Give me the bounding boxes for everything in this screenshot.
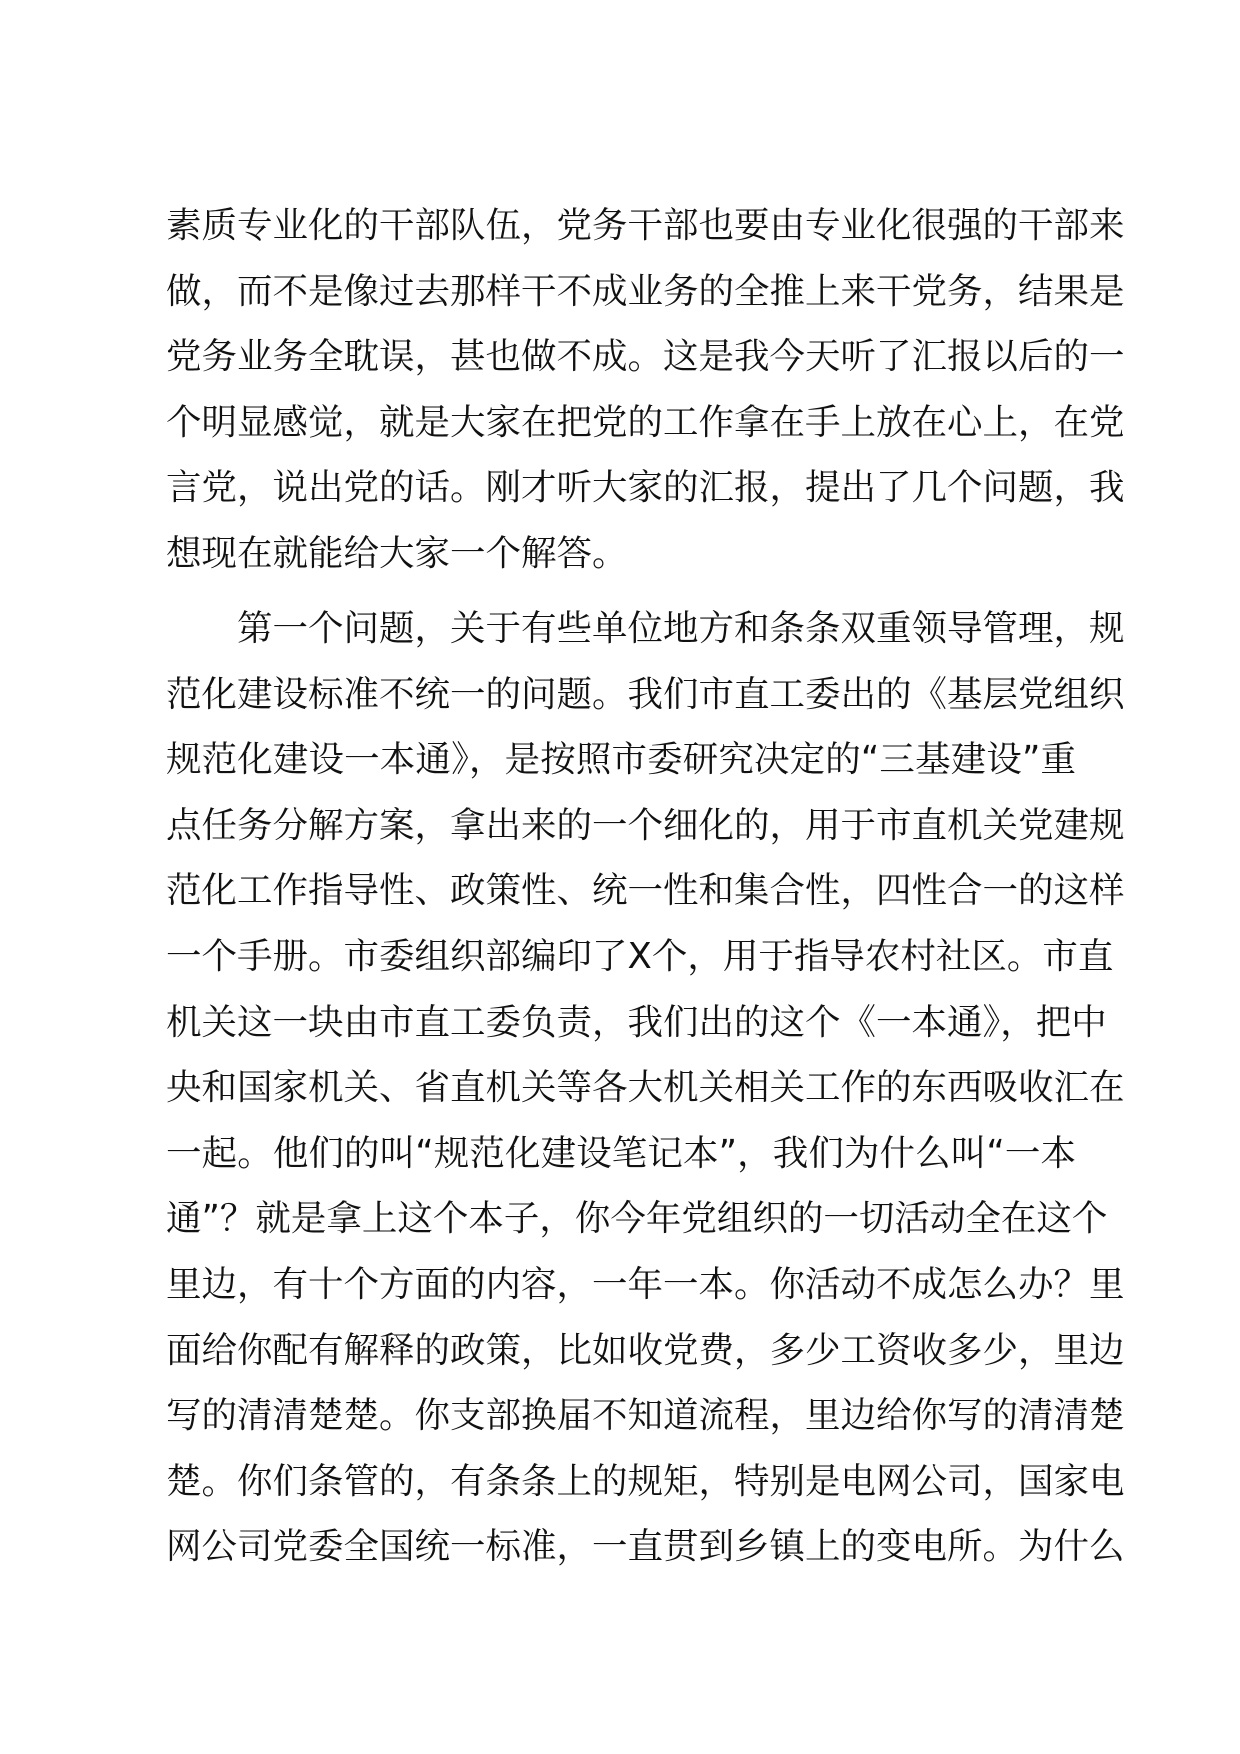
text-line: 做，而不是像过去那样干不成业务的全推上来干党务，结果是 — [166, 270, 1125, 312]
text-line: 通”？就是拿上这个本子，你今年党组织的一切活动全在这个 — [166, 1198, 1108, 1240]
text-line: 党务业务全耽误，甚也做不成。这是我今天听了汇报以后的一 — [166, 336, 1125, 378]
text-line: 网公司党委全国统一标准，一直贯到乡镇上的变电所。为什么 — [166, 1526, 1125, 1568]
text-line: 楚。你们条管的，有条条上的规矩，特别是电网公司，国家电 — [166, 1460, 1125, 1502]
text-line: 范化建设标准不统一的问题。我们市直工委出的《基层党组织 — [166, 673, 1125, 715]
text-line: 一起。他们的叫“规范化建设笔记本”，我们为什么叫“一本 — [166, 1132, 1076, 1174]
text-line: 规范化建设一本通》，是按照市委研究决定的“三基建设”重 — [166, 739, 1076, 781]
text-line: 里边，有十个方面的内容，一年一本。你活动不成怎么办？里 — [166, 1263, 1125, 1305]
text-line: 央和国家机关、省直机关等各大机关相关工作的东西吸收汇在 — [166, 1067, 1125, 1109]
text-line: 机关这一块由市直工委负责，我们出的这个《一本通》，把中 — [166, 1001, 1107, 1043]
text-line: 言党，说出党的话。刚才听大家的汇报，提出了几个问题，我 — [166, 467, 1125, 509]
text-line: 点任务分解方案，拿出来的一个细化的，用于市直机关党建规 — [166, 804, 1125, 846]
text-line: 第一个问题，关于有些单位地方和条条双重领导管理，规 — [237, 608, 1125, 649]
text-line: 范化工作指导性、政策性、统一性和集合性，四性合一的这样 — [166, 870, 1125, 912]
text-line: 写的清清楚楚。你支部换届不知道流程，里边给你写的清清楚 — [166, 1395, 1125, 1437]
text-line: 一个手册。市委组织部编印了X个，用于指导农村社区。市直 — [166, 935, 1114, 977]
paragraph-1 — [166, 193, 1125, 587]
text-line: 个明显感觉，就是大家在把党的工作拿在手上放在心上，在党 — [166, 401, 1125, 443]
text-line: 面给你配有解释的政策，比如收党费，多少工资收多少，里边 — [166, 1329, 1125, 1371]
text-line: 素质专业化的干部队伍，党务干部也要由专业化很强的干部来 — [166, 205, 1125, 246]
text-line: 想现在就能给大家一个解答。 — [166, 532, 628, 574]
paragraph-2 — [166, 596, 1125, 1580]
